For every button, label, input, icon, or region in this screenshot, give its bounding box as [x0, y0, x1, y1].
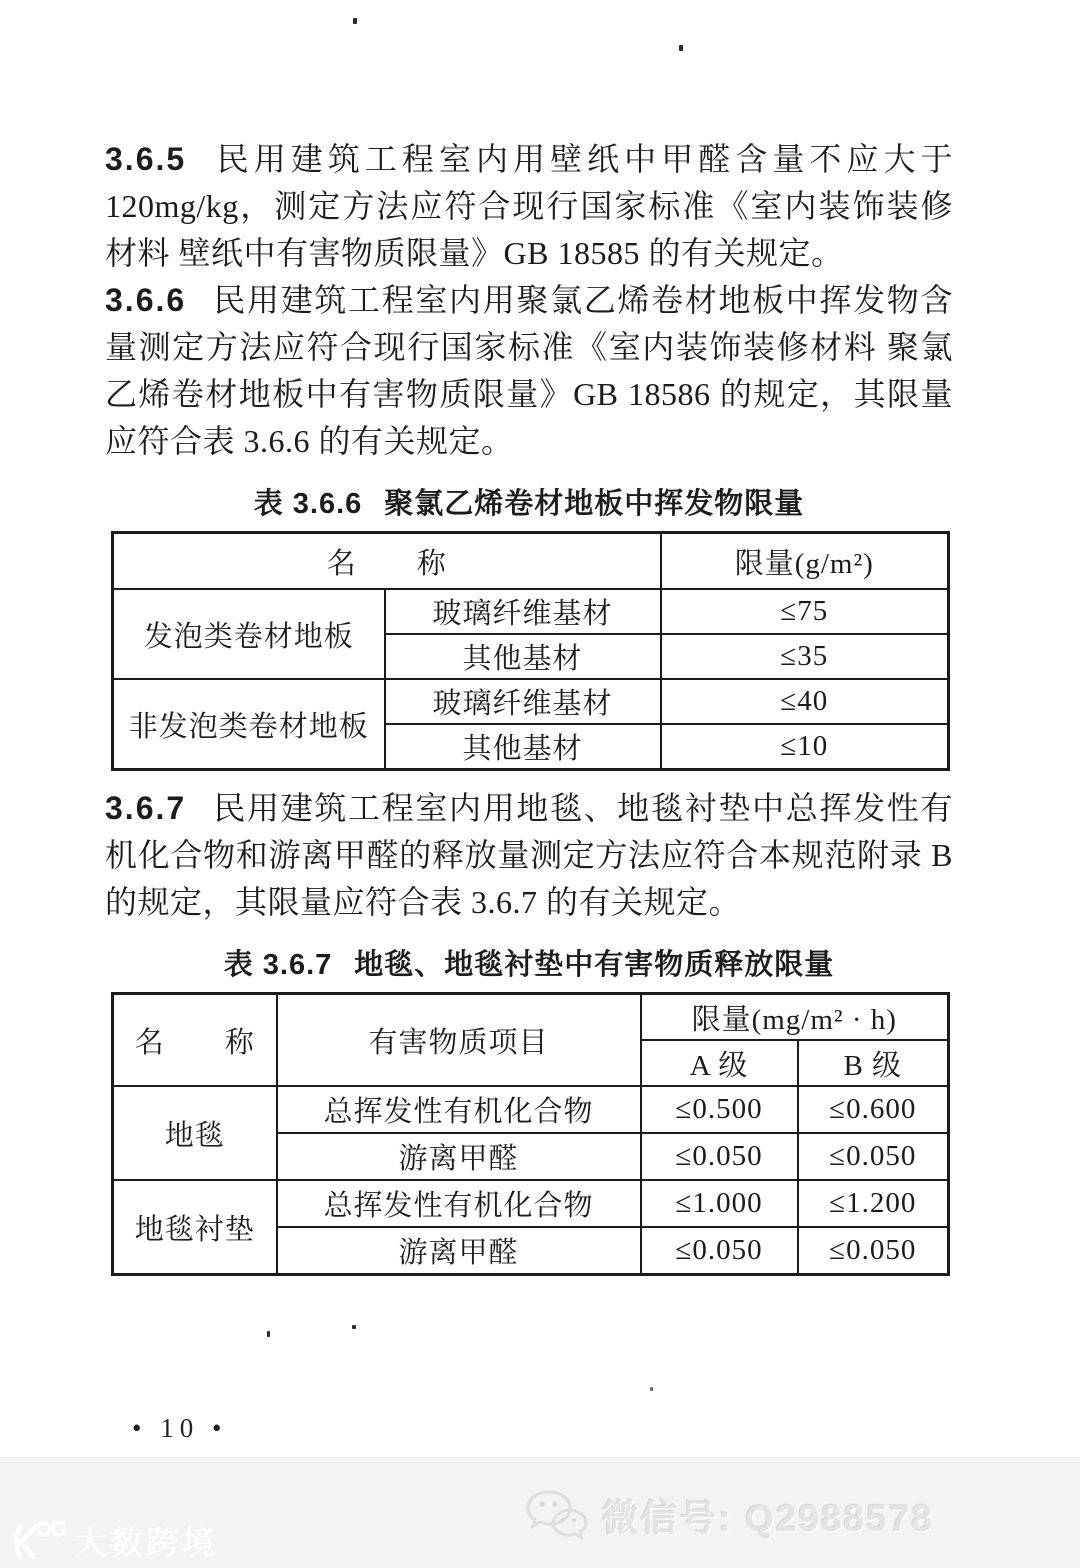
category-cell: 地毯: [113, 1086, 277, 1180]
scan-speck: [353, 18, 357, 24]
value-cell-b: ≤0.600: [798, 1086, 949, 1133]
category-cell: 地毯衬垫: [113, 1180, 277, 1275]
table-header-row: [113, 994, 949, 1041]
table-header-row: [113, 533, 949, 590]
brand-logo-text: 大数跨境: [74, 1524, 218, 1561]
value-cell-a: ≤0.500: [641, 1086, 798, 1133]
table-367-caption: [105, 942, 953, 983]
page-content: [105, 136, 953, 1276]
section-number: 3.6.5: [105, 141, 187, 177]
section-number: 3.6.6: [105, 282, 187, 318]
table-row: [113, 589, 949, 634]
item-cell: 总挥发性有机化合物: [277, 1180, 641, 1227]
section-paragraph-366: [105, 277, 953, 465]
header-cell-name: 名 称: [113, 994, 277, 1087]
table-row: [113, 1180, 949, 1227]
value-cell: ≤35: [661, 634, 949, 679]
header-cell-grade-a: A 级: [641, 1040, 798, 1086]
value-cell: ≤10: [661, 724, 949, 770]
item-cell: 玻璃纤维基材: [385, 679, 661, 724]
wechat-watermark: [524, 1488, 934, 1542]
scan-speck: [267, 1331, 270, 1337]
section-paragraph-367: [105, 785, 953, 926]
table-row: [113, 679, 949, 724]
table-caption-label: 表 3.6.6: [253, 488, 363, 520]
wechat-watermark-text: 微信号: Q2988578: [601, 1498, 934, 1539]
scan-speck: [352, 1325, 356, 1329]
item-cell: 总挥发性有机化合物: [277, 1086, 641, 1133]
section-number: 3.6.7: [105, 790, 187, 826]
item-cell: 其他基材: [385, 724, 661, 770]
table-caption-title: 地毯、地毯衬垫中有害物质释放限量: [354, 949, 835, 981]
brand-logo: [10, 1517, 218, 1564]
category-cell: 发泡类卷材地板: [113, 589, 385, 679]
value-cell: ≤75: [661, 589, 949, 634]
table-row: [113, 1086, 949, 1133]
item-cell: 游离甲醛: [277, 1133, 641, 1180]
section-text: 民用建筑工程室内用聚氯乙烯卷材地板中挥发物含量测定方法应符合现行国家标准《室内装饰装修材料 聚氯乙烯卷材地板中有害物质限量》GB 18586 的规定，其限量应符合表 3.6.6 的有关规定。: [105, 282, 953, 459]
header-cell-item: 有害物质项目: [277, 994, 641, 1087]
header-cell-limit: 限量(g/m²): [661, 533, 949, 590]
table-367: [111, 992, 950, 1276]
value-cell-a: ≤0.050: [641, 1133, 798, 1180]
category-cell: 非发泡类卷材地板: [113, 679, 385, 770]
scan-speck: [679, 45, 683, 51]
item-cell: 其他基材: [385, 634, 661, 679]
section-text: 民用建筑工程室内用壁纸中甲醛含量不应大于 120mg/kg，测定方法应符合现行国家标准《室内装饰装修材料 壁纸中有害物质限量》GB 18585 的有关规定。: [105, 141, 953, 271]
item-cell: 游离甲醛: [277, 1227, 641, 1275]
value-cell-b: ≤1.200: [798, 1180, 949, 1227]
section-text: 民用建筑工程室内用地毯、地毯衬垫中总挥发性有机化合物和游离甲醛的释放量测定方法应符合本规范附录 B 的规定，其限量应符合表 3.6.7 的有关规定。: [105, 790, 953, 920]
table-366-caption: [105, 481, 953, 522]
value-cell-a: ≤0.050: [641, 1227, 798, 1275]
section-paragraph-365: [105, 136, 953, 277]
wechat-icon: [524, 1488, 590, 1542]
footer-watermark-band: [0, 1457, 1080, 1568]
table-366: [111, 531, 950, 771]
item-cell: 玻璃纤维基材: [385, 589, 661, 634]
value-cell-a: ≤1.000: [641, 1180, 798, 1227]
header-cell-limit-group: 限量(mg/m² · h): [641, 994, 949, 1041]
value-cell-b: ≤0.050: [798, 1133, 949, 1180]
value-cell-b: ≤0.050: [798, 1227, 949, 1275]
header-cell-name: 名 称: [113, 533, 661, 590]
table-caption-title: 聚氯乙烯卷材地板中挥发物限量: [384, 488, 805, 520]
value-cell: ≤40: [661, 679, 949, 724]
table-caption-label: 表 3.6.7: [223, 949, 333, 981]
page-number: • 10 •: [132, 1413, 228, 1443]
scan-speck: [650, 1387, 653, 1391]
brand-logo-icon: [10, 1519, 66, 1563]
header-cell-grade-b: B 级: [798, 1040, 949, 1086]
